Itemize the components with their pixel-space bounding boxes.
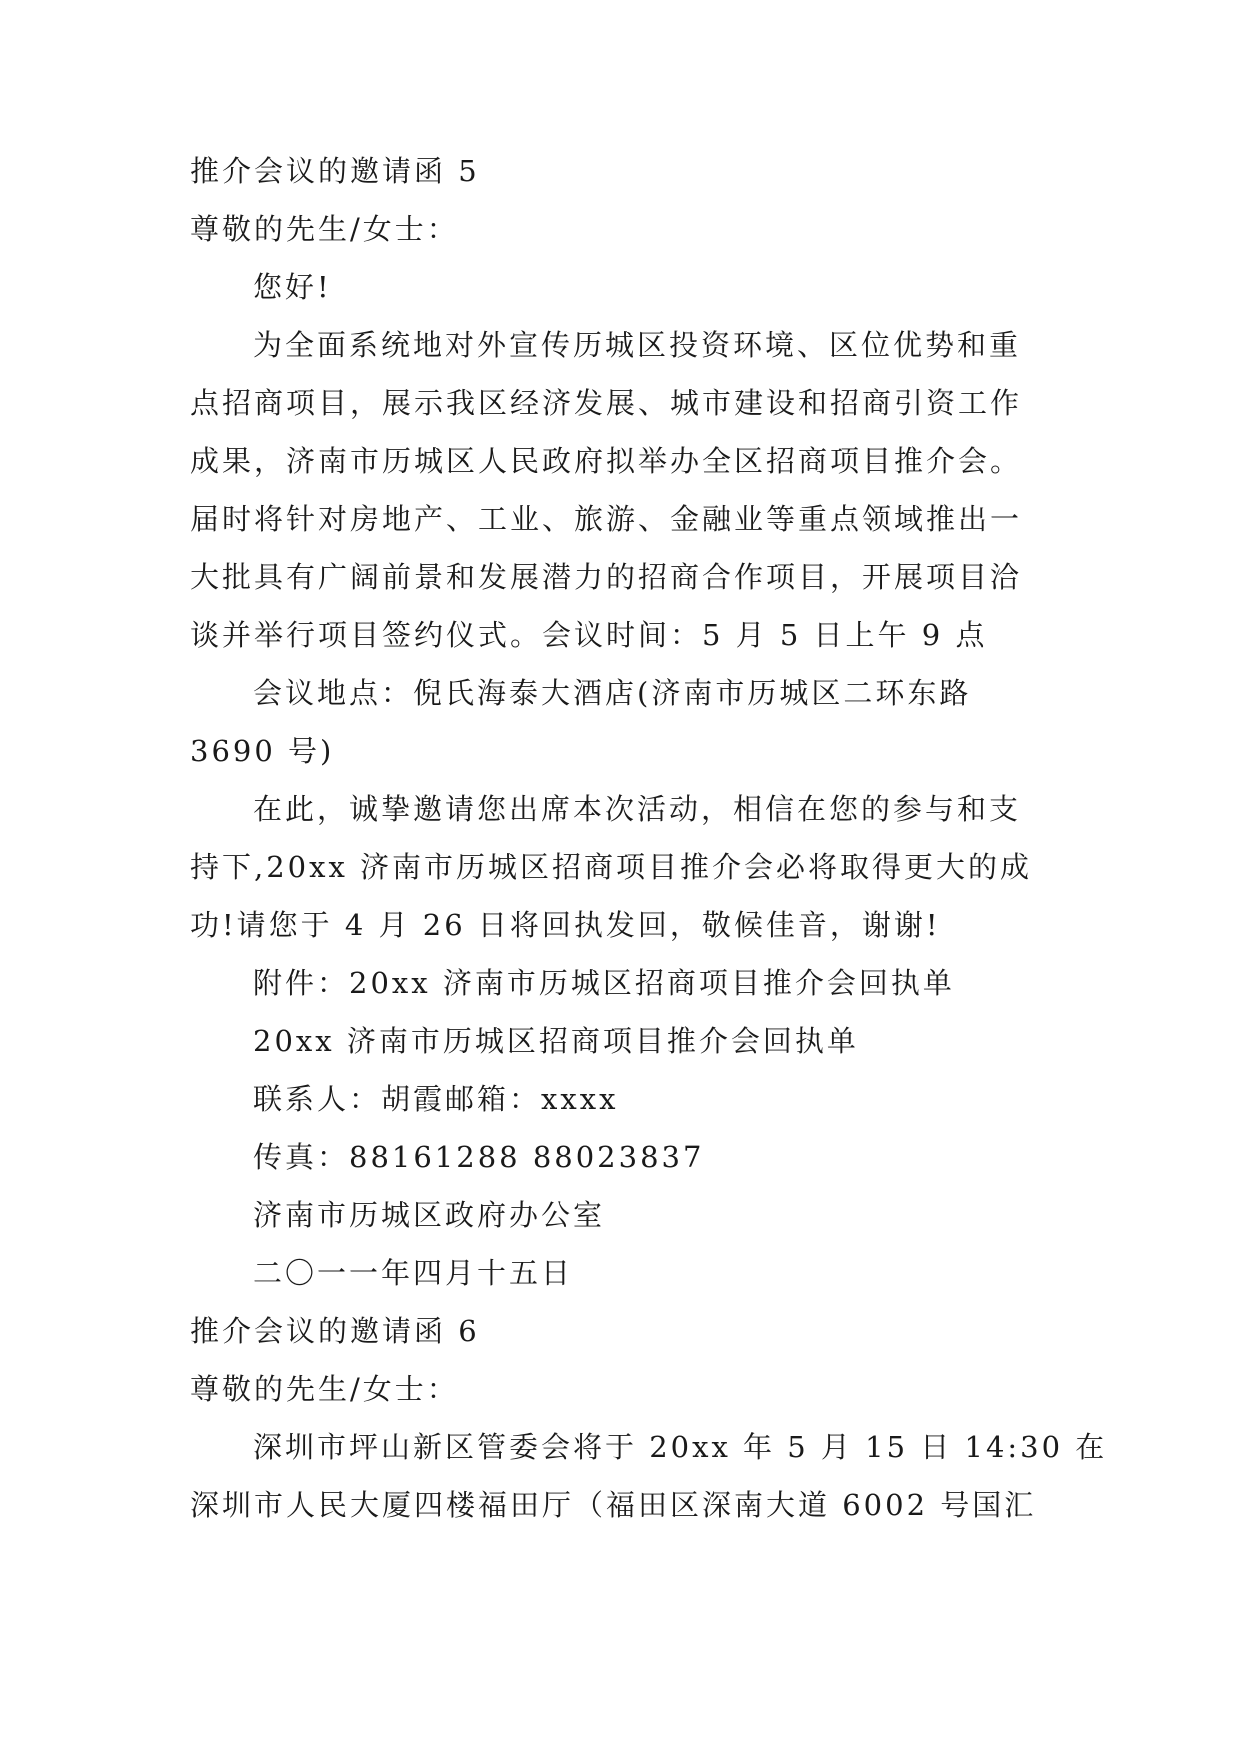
body-line: 大批具有广阔前景和发展潜力的招商合作项目，开展项目洽 xyxy=(190,560,1023,594)
body-line: 为全面系统地对外宣传历城区投资环境、区位优势和重 xyxy=(253,328,1022,362)
body-line: 谈并举行项目签约仪式。会议时间：5 月 5 日上午 9 点 xyxy=(190,618,988,652)
body-line: 深圳市人民大厦四楼福田厅（福田区深南大道 6002 号国汇 xyxy=(190,1488,1037,1522)
greeting: 您好! xyxy=(253,270,332,304)
venue-line: 会议地点：倪氏海泰大酒店(济南市历城区二环东路 xyxy=(253,676,972,710)
attachment-line: 附件：20xx 济南市历城区招商项目推介会回执单 xyxy=(253,966,955,1000)
section-title: 推介会议的邀请函 5 xyxy=(190,154,480,188)
venue-line: 3690 号) xyxy=(190,734,335,768)
receipt-title: 20xx 济南市历城区招商项目推介会回执单 xyxy=(253,1024,859,1058)
contact-line: 联系人：胡霞邮箱：xxxx xyxy=(253,1082,619,1116)
signature-date: 二〇一一年四月十五日 xyxy=(253,1256,574,1290)
invite-line: 持下,20xx 济南市历城区招商项目推介会必将取得更大的成 xyxy=(190,850,1033,884)
body-line: 深圳市坪山新区管委会将于 20xx 年 5 月 15 日 14:30 在 xyxy=(253,1430,1108,1464)
salutation: 尊敬的先生/女士： xyxy=(190,1372,459,1406)
fax-line: 传真：88161288 88023837 xyxy=(253,1140,705,1174)
invite-line: 在此，诚挚邀请您出席本次活动，相信在您的参与和支 xyxy=(253,792,1022,826)
body-line: 成果，济南市历城区人民政府拟举办全区招商项目推介会。 xyxy=(190,444,1023,478)
body-line: 点招商项目，展示我区经济发展、城市建设和招商引资工作 xyxy=(190,386,1023,420)
section-title: 推介会议的邀请函 6 xyxy=(190,1314,480,1348)
signature-org: 济南市历城区政府办公室 xyxy=(253,1198,606,1232)
body-line: 届时将针对房地产、工业、旅游、金融业等重点领域推出一 xyxy=(190,502,1023,536)
salutation: 尊敬的先生/女士： xyxy=(190,212,459,246)
invite-line: 功!请您于 4 月 26 日将回执发回，敬候佳音，谢谢! xyxy=(190,908,941,942)
